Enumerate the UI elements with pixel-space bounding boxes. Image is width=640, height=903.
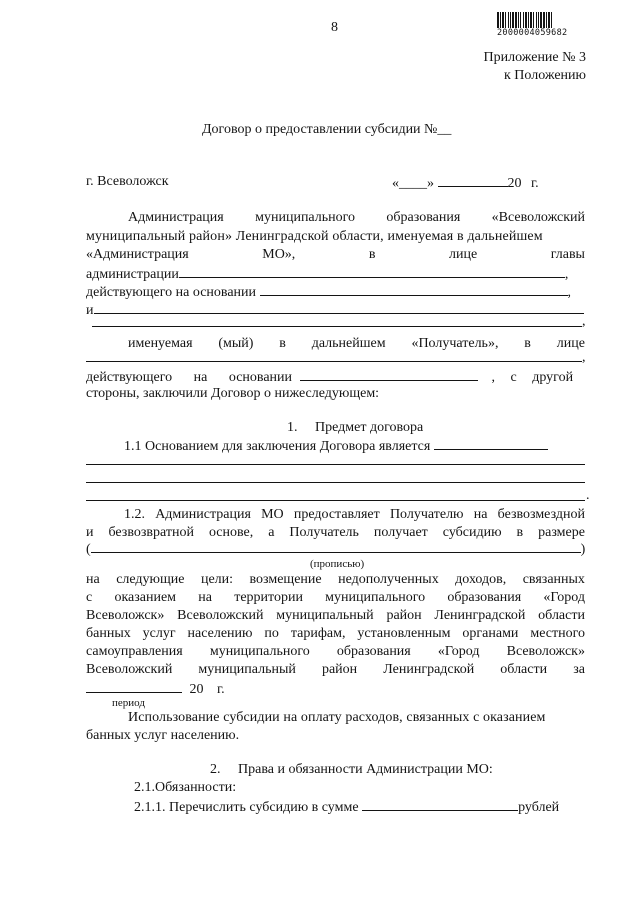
contract-date <box>392 174 539 192</box>
preamble-line-10: действующего на основании , с другой <box>86 370 574 385</box>
grounds-blank-line-4[interactable] <box>86 500 585 501</box>
clause-1-1: 1.1 Основанием для заключения Договора является <box>124 437 548 455</box>
preamble-blank-line-7[interactable] <box>92 326 582 327</box>
amount-in-words: ( ) <box>86 542 586 557</box>
grounds-blank-line-2[interactable] <box>86 464 585 465</box>
barcode-icon <box>497 12 587 28</box>
preamble-line-8: именуемая (мый) в дальнейшем «Получатель», в лице <box>128 336 585 351</box>
clause-1-2-line-2: и безвозвратной основе, а Получатель получает субсидию в размере <box>86 525 585 540</box>
date-suffix: г. <box>531 176 539 191</box>
preamble-line-4: администрации , <box>86 267 569 282</box>
document-title: Договор о предоставлении субсидии №__ <box>202 122 452 137</box>
date-month-blank[interactable] <box>438 174 508 187</box>
clause-1-2-line-1: 1.2. Администрация МО предоставляет Получателю на безвозмездной <box>124 507 585 522</box>
period-blank[interactable] <box>86 680 182 693</box>
clause-2-1-1: 2.1.1. Перечислить субсидию в сумме рублей <box>134 800 560 815</box>
grounds-blank[interactable] <box>434 437 548 450</box>
preamble-line-5: действующего на основании , <box>86 285 572 300</box>
clause-2-1: 2.1.Обязанности: <box>134 780 237 795</box>
goals-line-5: самоуправления муниципального образования «Город Всеволожск» <box>86 644 585 659</box>
recipient-rep-blank[interactable] <box>86 361 582 362</box>
preamble-line-6: и <box>86 301 584 319</box>
goals-line-4: банных услуг населению по тарифам, установленным органами местного <box>86 626 585 641</box>
party-blank[interactable] <box>94 301 584 314</box>
city: г. Всеволожск <box>86 174 169 189</box>
amount-words-blank[interactable] <box>91 540 581 553</box>
usage-line-1: Использование субсидии на оплату расходов, связанных с оказанием <box>128 710 546 725</box>
barcode-number: 2000004059682 <box>497 28 568 38</box>
section-1-heading: 1. Предмет договора <box>287 420 424 435</box>
annex-line-1: Приложение № 3 <box>483 50 586 65</box>
date-day: «____» <box>392 176 434 191</box>
goals-line-6: Всеволожский муниципальный район Ленинградской области за <box>86 662 585 677</box>
preamble-line-2: муниципальный район» Ленинградской области, именуемая в дальнейшем <box>86 229 543 244</box>
goals-line-1: на следующие цели: возмещение недополученных доходов, связанных <box>86 572 585 587</box>
page-number: 8 <box>331 20 338 35</box>
recipient-basis-blank[interactable] <box>300 368 478 381</box>
preamble-line-3: «Администрация МО», в лице главы <box>86 247 585 262</box>
grounds-blank-line-3[interactable] <box>86 482 585 483</box>
period-line: 20 г. <box>86 680 225 698</box>
section-2-heading: 2. Права и обязанности Администрации МО: <box>210 762 493 777</box>
annex-line-2: к Положению <box>503 68 586 83</box>
usage-line-2: банных услуг населению. <box>86 728 240 743</box>
preamble-line-11: стороны, заключили Договор о нижеследующем: <box>86 386 380 401</box>
goals-line-2: с оказанием на территории муниципального образования «Город <box>86 590 585 605</box>
goals-line-3: Всеволожск» Всеволожский муниципальный район Ленинградской области <box>86 608 585 623</box>
preamble-line-1: Администрация муниципального образования «Всеволожский <box>128 210 585 225</box>
period-caption: период <box>112 697 145 709</box>
date-year: 20 <box>507 176 522 191</box>
head-name-blank[interactable] <box>179 265 565 278</box>
propisyu-caption: (прописью) <box>310 558 365 570</box>
basis-blank[interactable] <box>260 283 568 296</box>
subsidy-sum-blank[interactable] <box>362 798 518 811</box>
